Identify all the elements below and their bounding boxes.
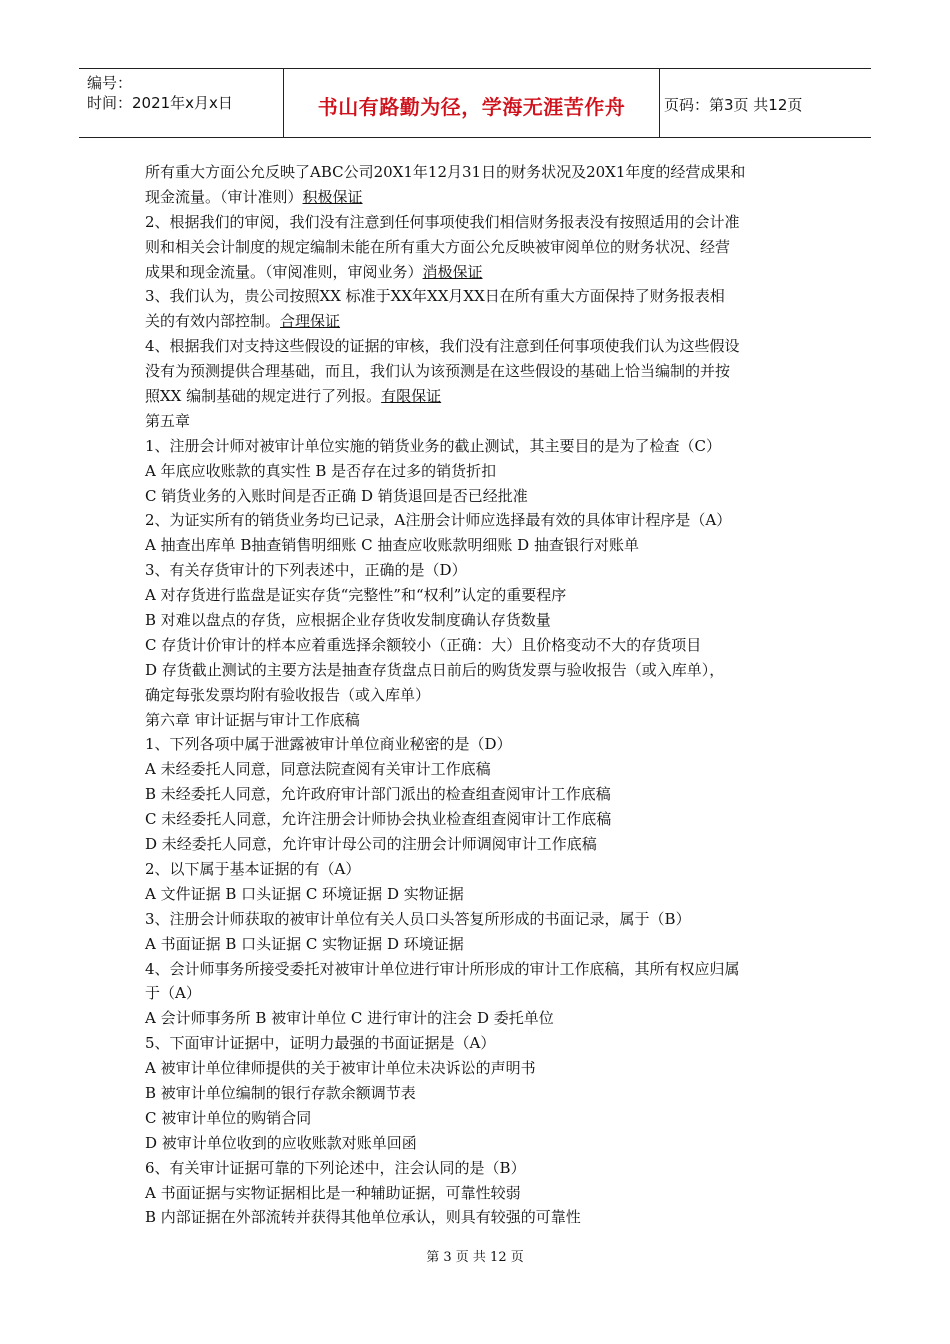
- text-line: [145, 533, 815, 558]
- text-line: [145, 284, 815, 309]
- text-line: [145, 882, 815, 907]
- text-line: [145, 907, 815, 932]
- motto: 书山有路勤为径，学海无涯苦作舟: [317, 95, 626, 119]
- line-text: 4、根据我们对支持这些假设的证据的审核，我们没有注意到任何事项使我们认为这些假设: [145, 337, 740, 356]
- line-text: 5、下面审计证据中，证明力最强的书面证据是（A）: [145, 1034, 496, 1053]
- line-text: 3、有关存货审计的下列表述中，正确的是（D）: [145, 561, 467, 580]
- text-line: [145, 757, 815, 782]
- line-text: 2、以下属于基本证据的有（A）: [145, 859, 361, 878]
- text-line: [145, 1006, 815, 1031]
- line-text: 所有重大方面公允反映了ABC公司20X1年12月31日的财务状况及20X1年度的经营成果和: [145, 163, 746, 181]
- text-line: [145, 260, 815, 285]
- text-line: [145, 309, 815, 334]
- text-line: [145, 608, 815, 633]
- text-line: [145, 160, 815, 185]
- underlined-answer: 积极保证: [302, 187, 363, 206]
- text-line: [145, 957, 815, 982]
- document-body: [145, 160, 815, 1230]
- header-meta-cell: [79, 69, 284, 137]
- line-text: 确定每张发票均附有验收报告（或入库单）: [145, 685, 431, 704]
- line-text: C 未经委托人同意，允许注册会计师协会执业检查组查阅审计工作底稿: [145, 810, 612, 829]
- line-text: B 被审计单位编制的银行存款余额调节表: [145, 1083, 416, 1102]
- line-text: 没有为预测提供合理基础，而且，我们认为该预测是在这些假设的基础上恰当编制的并按: [145, 362, 731, 381]
- underlined-answer: 消极保证: [422, 262, 483, 281]
- text-line: [145, 782, 815, 807]
- line-text: 则和相关会计制度的规定编制未能在所有重大方面公允反映被审阅单位的财务状况、经营: [145, 237, 731, 256]
- text-line: [145, 1031, 815, 1056]
- text-line: [145, 1205, 815, 1230]
- line-text: A 会计师事务所 B 被审计单位 C 进行审计的注会 D 委托单位: [145, 1009, 554, 1028]
- line-text: 4、会计师事务所接受委托对被审计单位进行审计所形成的审计工作底稿，其所有权应归属: [145, 959, 740, 978]
- text-line: [145, 210, 815, 235]
- code-label: 编号：: [87, 74, 133, 92]
- line-text: 3、注册会计师获取的被审计单位有关人员口头答复所形成的书面记录，属于（B）: [145, 909, 691, 928]
- line-text: A 书面证据 B 口头证据 C 实物证据 D 环境证据: [145, 934, 464, 953]
- text-line: [145, 384, 815, 409]
- line-text: C 被审计单位的购销合同: [145, 1108, 312, 1127]
- page-label: 页码：第3页 共12页: [664, 96, 803, 114]
- line-text: A 年底应收账款的真实性 B 是否存在过多的销货折扣: [145, 461, 497, 480]
- line-text: A 抽查出库单 B抽查销售明细账 C 抽查应收账款明细账 D 抽查银行对账单: [145, 536, 639, 555]
- text-line: [145, 583, 815, 608]
- line-text: 关的有效内部控制。: [145, 312, 281, 331]
- underlined-answer: 合理保证: [280, 312, 341, 331]
- line-text: 1、注册会计师对被审计单位实施的销货业务的截止测试，其主要目的是为了检查（C）: [145, 436, 722, 455]
- date-label: 时间：2021年x月x日: [87, 94, 233, 112]
- text-line: [145, 508, 815, 533]
- line-text: A 文件证据 B 口头证据 C 环境证据 D 实物证据: [145, 884, 464, 903]
- text-line: [145, 633, 815, 658]
- text-line: [145, 558, 815, 583]
- text-line: [145, 359, 815, 384]
- text-line: [145, 334, 815, 359]
- text-line: [145, 459, 815, 484]
- line-text: 2、为证实所有的销货业务均已记录，A注册会计师应选择最有效的具体审计程序是（A）: [145, 511, 732, 530]
- line-text: B 对难以盘点的存货，应根据企业存货收发制度确认存货数量: [145, 611, 551, 630]
- line-text: A 对存货进行监盘是证实存货“完整性”和“权利”认定的重要程序: [145, 586, 567, 605]
- text-line: [145, 708, 815, 733]
- text-line: [145, 807, 815, 832]
- header-page-cell: [660, 69, 871, 137]
- line-text: B 内部证据在外部流转并获得其他单位承认，则具有较强的可靠性: [145, 1208, 581, 1227]
- line-text: A 书面证据与实物证据相比是一种辅助证据，可靠性较弱: [145, 1183, 521, 1202]
- line-text: D 未经委托人同意，允许审计母公司的注册会计师调阅审计工作底稿: [145, 835, 597, 854]
- line-text: 第五章: [145, 411, 191, 430]
- line-text: 1、下列各项中属于泄露被审计单位商业秘密的是（D）: [145, 735, 512, 754]
- text-line: [145, 832, 815, 857]
- page-header: [79, 68, 871, 138]
- text-line: [145, 1106, 815, 1131]
- line-text: A 未经委托人同意，同意法院查阅有关审计工作底稿: [145, 760, 491, 779]
- line-text: 于（A）: [145, 984, 201, 1003]
- text-line: [145, 1131, 815, 1156]
- line-text: C 销货业务的入账时间是否正确 D 销货退回是否已经批准: [145, 486, 528, 505]
- text-line: [145, 683, 815, 708]
- text-line: [145, 1081, 815, 1106]
- text-line: [145, 1056, 815, 1081]
- underlined-answer: 有限保证: [381, 387, 442, 406]
- text-line: [145, 658, 815, 683]
- line-text: 6、有关审计证据可靠的下列论述中，注会认同的是（B）: [145, 1158, 526, 1177]
- line-text: D 被审计单位收到的应收账款对账单回函: [145, 1133, 417, 1152]
- line-text: 现金流量。（审计准则）: [145, 187, 303, 206]
- line-text: C 存货计价审计的样本应着重选择余额较小（正确：大）且价格变动不大的存货项目: [145, 635, 702, 654]
- page-footer: 第 3 页 共 12 页: [426, 1250, 524, 1265]
- text-line: [145, 235, 815, 260]
- line-text: 照XX 编制基础的规定进行了列报。: [145, 387, 382, 406]
- text-line: [145, 1156, 815, 1181]
- text-line: [145, 857, 815, 882]
- line-text: B 未经委托人同意，允许政府审计部门派出的检查组查阅审计工作底稿: [145, 785, 611, 804]
- text-line: [145, 434, 815, 459]
- line-text: 2、根据我们的审阅，我们没有注意到任何事项使我们相信财务报表没有按照适用的会计准: [145, 212, 740, 231]
- line-text: A 被审计单位律师提供的关于被审计单位未决诉讼的声明书: [145, 1059, 536, 1078]
- header-motto-cell: [284, 69, 660, 137]
- text-line: [145, 732, 815, 757]
- line-text: 成果和现金流量。（审阅准则，审阅业务）: [145, 262, 423, 281]
- line-text: D 存货截止测试的主要方法是抽查存货盘点日前后的购货发票与验收报告（或入库单），: [145, 660, 725, 679]
- text-line: [145, 1181, 815, 1206]
- text-line: [145, 484, 815, 509]
- line-text: 3、我们认为，贵公司按照XX 标准于XX年XX月XX日在所有重大方面保持了财务报表相: [145, 287, 725, 306]
- text-line: [145, 185, 815, 210]
- text-line: [145, 932, 815, 957]
- text-line: [145, 981, 815, 1006]
- line-text: 第六章 审计证据与审计工作底稿: [145, 710, 360, 729]
- text-line: [145, 409, 815, 434]
